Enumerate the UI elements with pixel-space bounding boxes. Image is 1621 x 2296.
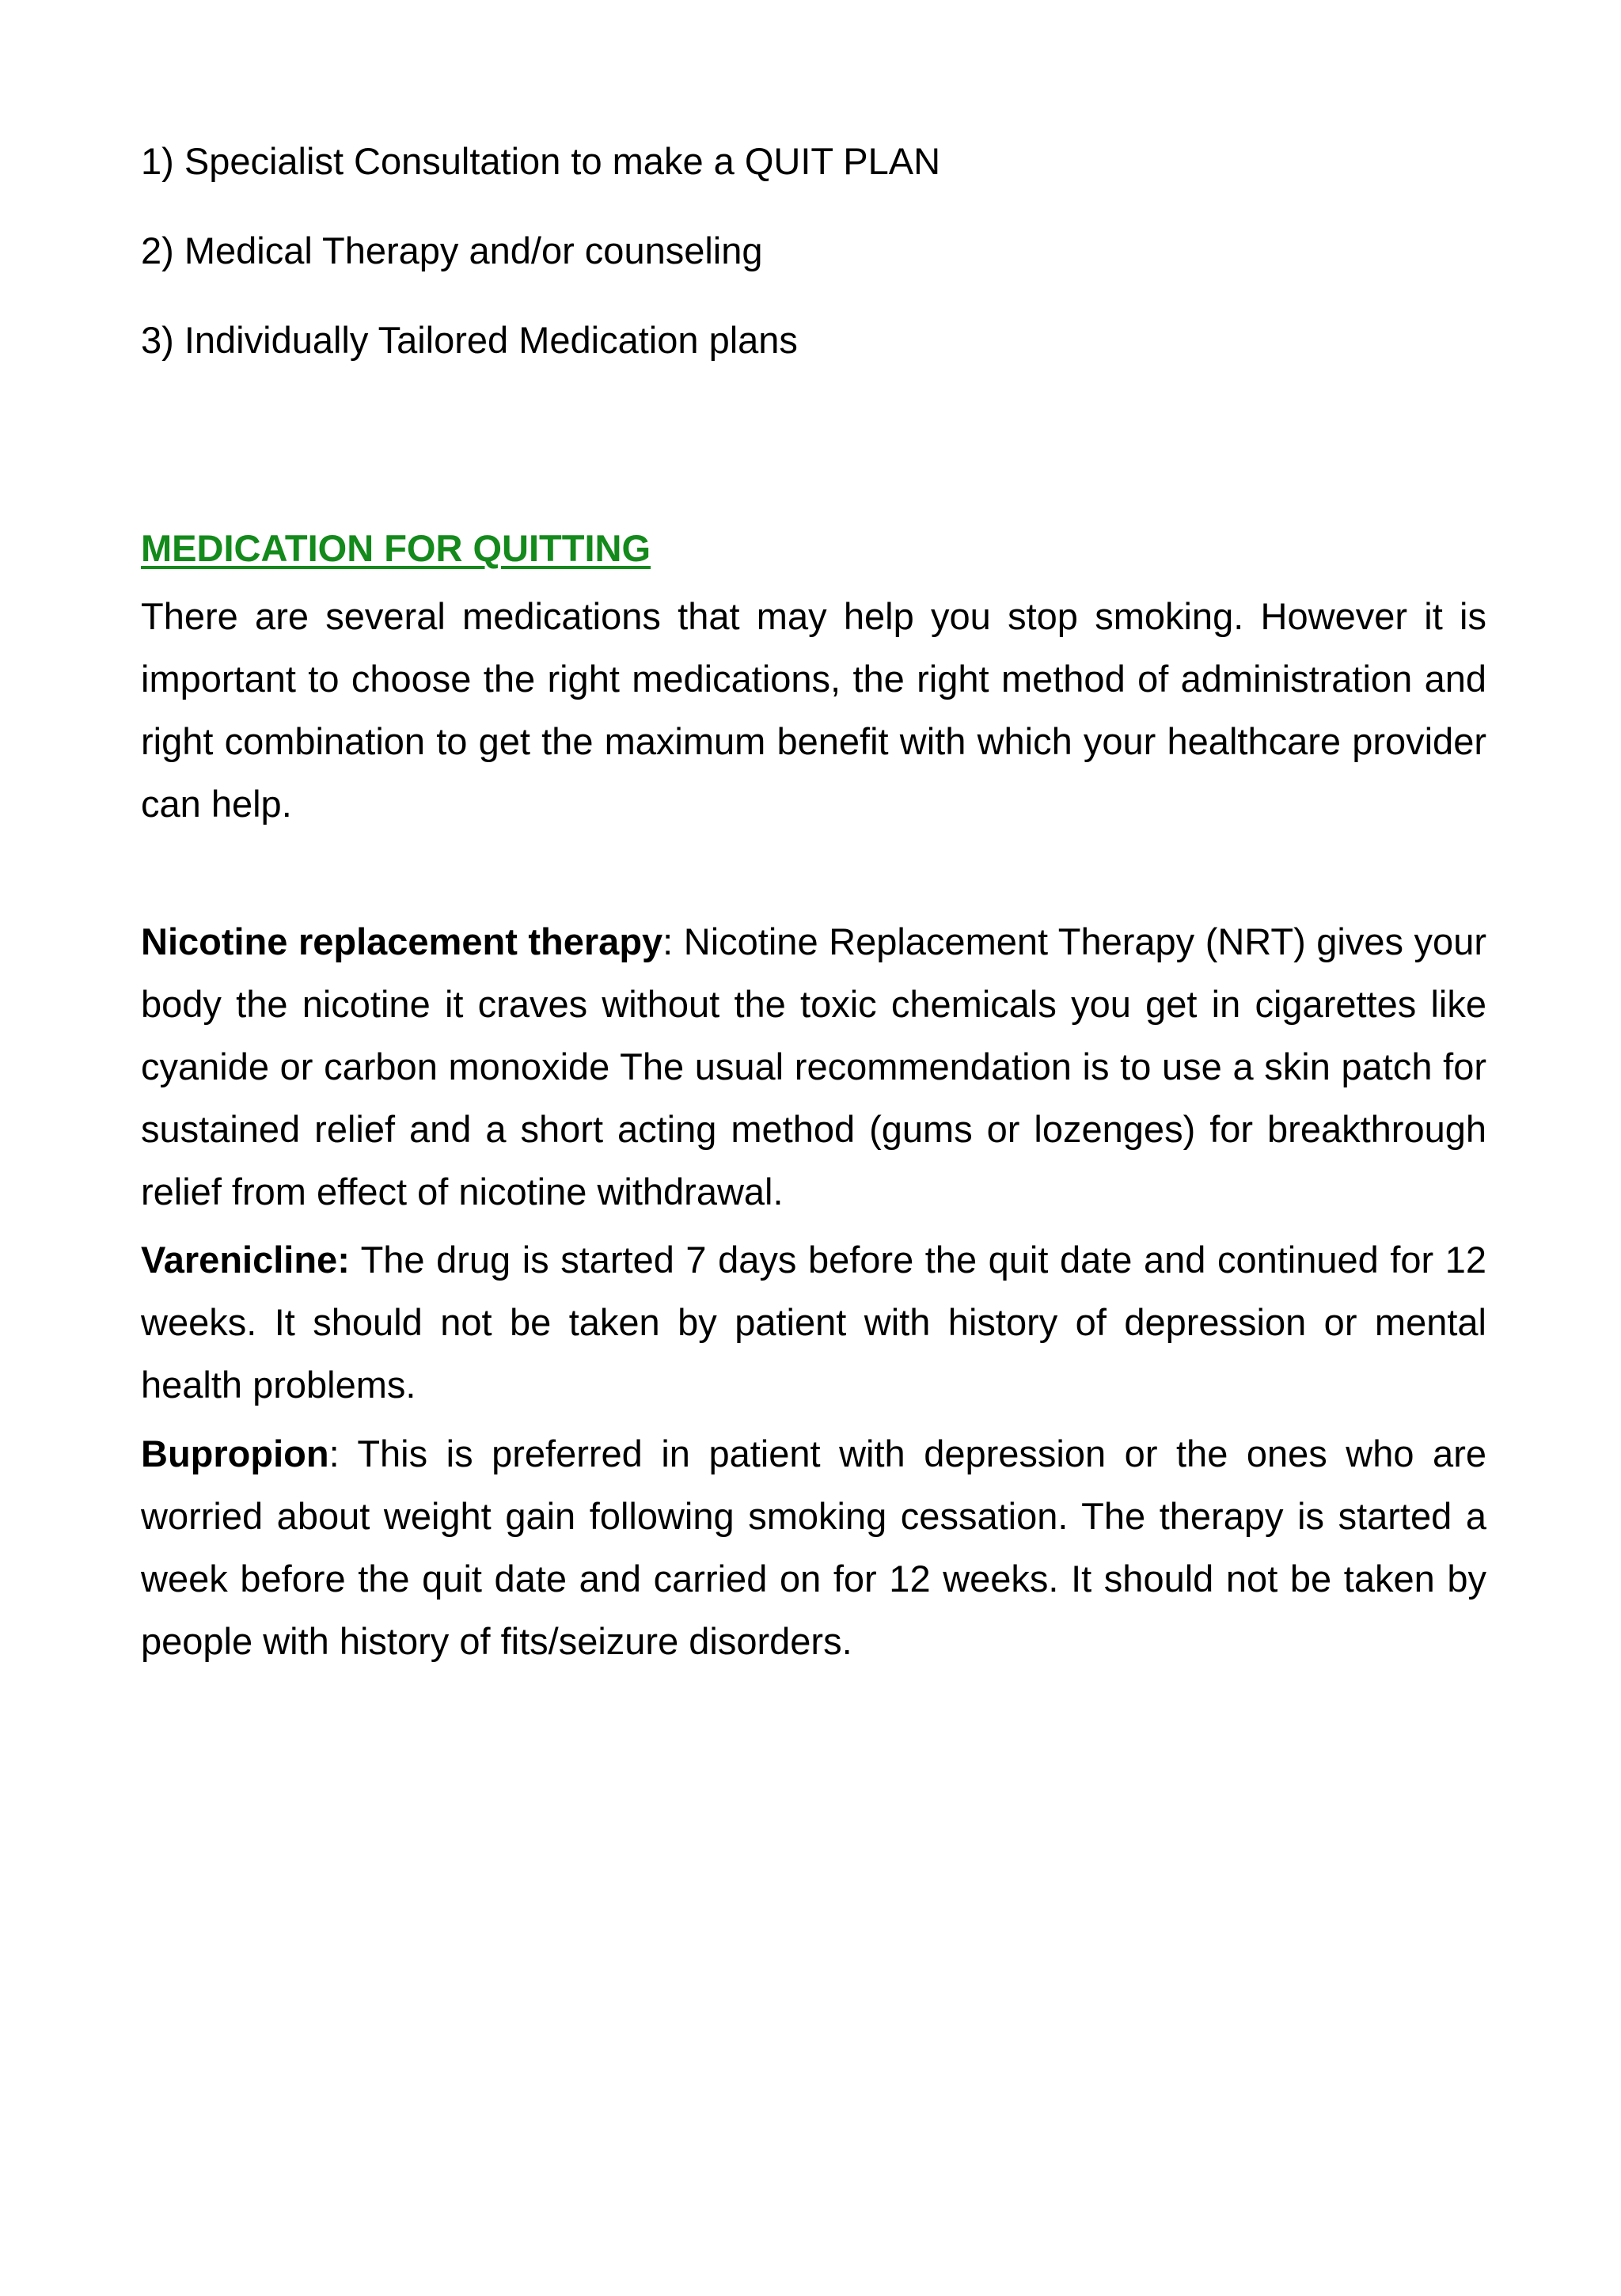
medication-description: This is preferred in patient with depression or the ones who are worried about weight gain following smoking cessation. The therapy is started a week before the quit date and carried on for 12 weeks. It should not be taken by people with history of fits/seizure disorders. (141, 1433, 1486, 1662)
medication-term: Varenicline: (141, 1239, 350, 1281)
medication-term: Bupropion (141, 1433, 329, 1474)
medication-paragraph-nrt (141, 910, 1486, 1223)
term-separator (350, 1239, 361, 1281)
step-item: 3) Individually Tailored Medication plans (141, 319, 798, 361)
medication-paragraph-varenicline (141, 1228, 1486, 1416)
medication-paragraph-bupropion (141, 1422, 1486, 1672)
quit-plan-steps (141, 138, 1486, 364)
term-separator: : (328, 1433, 358, 1474)
medication-term: Nicotine replacement therapy (141, 920, 663, 962)
intro-paragraph: There are several medications that may help you stop smoking. However it is important to choose the right medications, the right method of administration and right combination to get the maximum benefit with which your healthcare provider can help. (141, 595, 1486, 825)
medication-description: The drug is started 7 days before the quit date and continued for 12 weeks. It should not be taken by patient with history of depression or mental health problems. (141, 1239, 1486, 1406)
section-heading: MEDICATION FOR QUITTING (141, 527, 651, 569)
term-separator: : (662, 920, 684, 962)
step-item: 1) Specialist Consultation to make a QUIT PLAN (141, 140, 941, 182)
medication-description: Nicotine Replacement Therapy (NRT) gives your body the nicotine it craves without the toxic chemicals you get in cigarettes like cyanide or carbon monoxide The usual recommendation is to use a skin patch for sustained relief and a short acting method (gums or lozenges) for breakthrough relief from effect of nicotine withdrawal. (141, 920, 1486, 1213)
step-item: 2) Medical Therapy and/or counseling (141, 230, 763, 271)
